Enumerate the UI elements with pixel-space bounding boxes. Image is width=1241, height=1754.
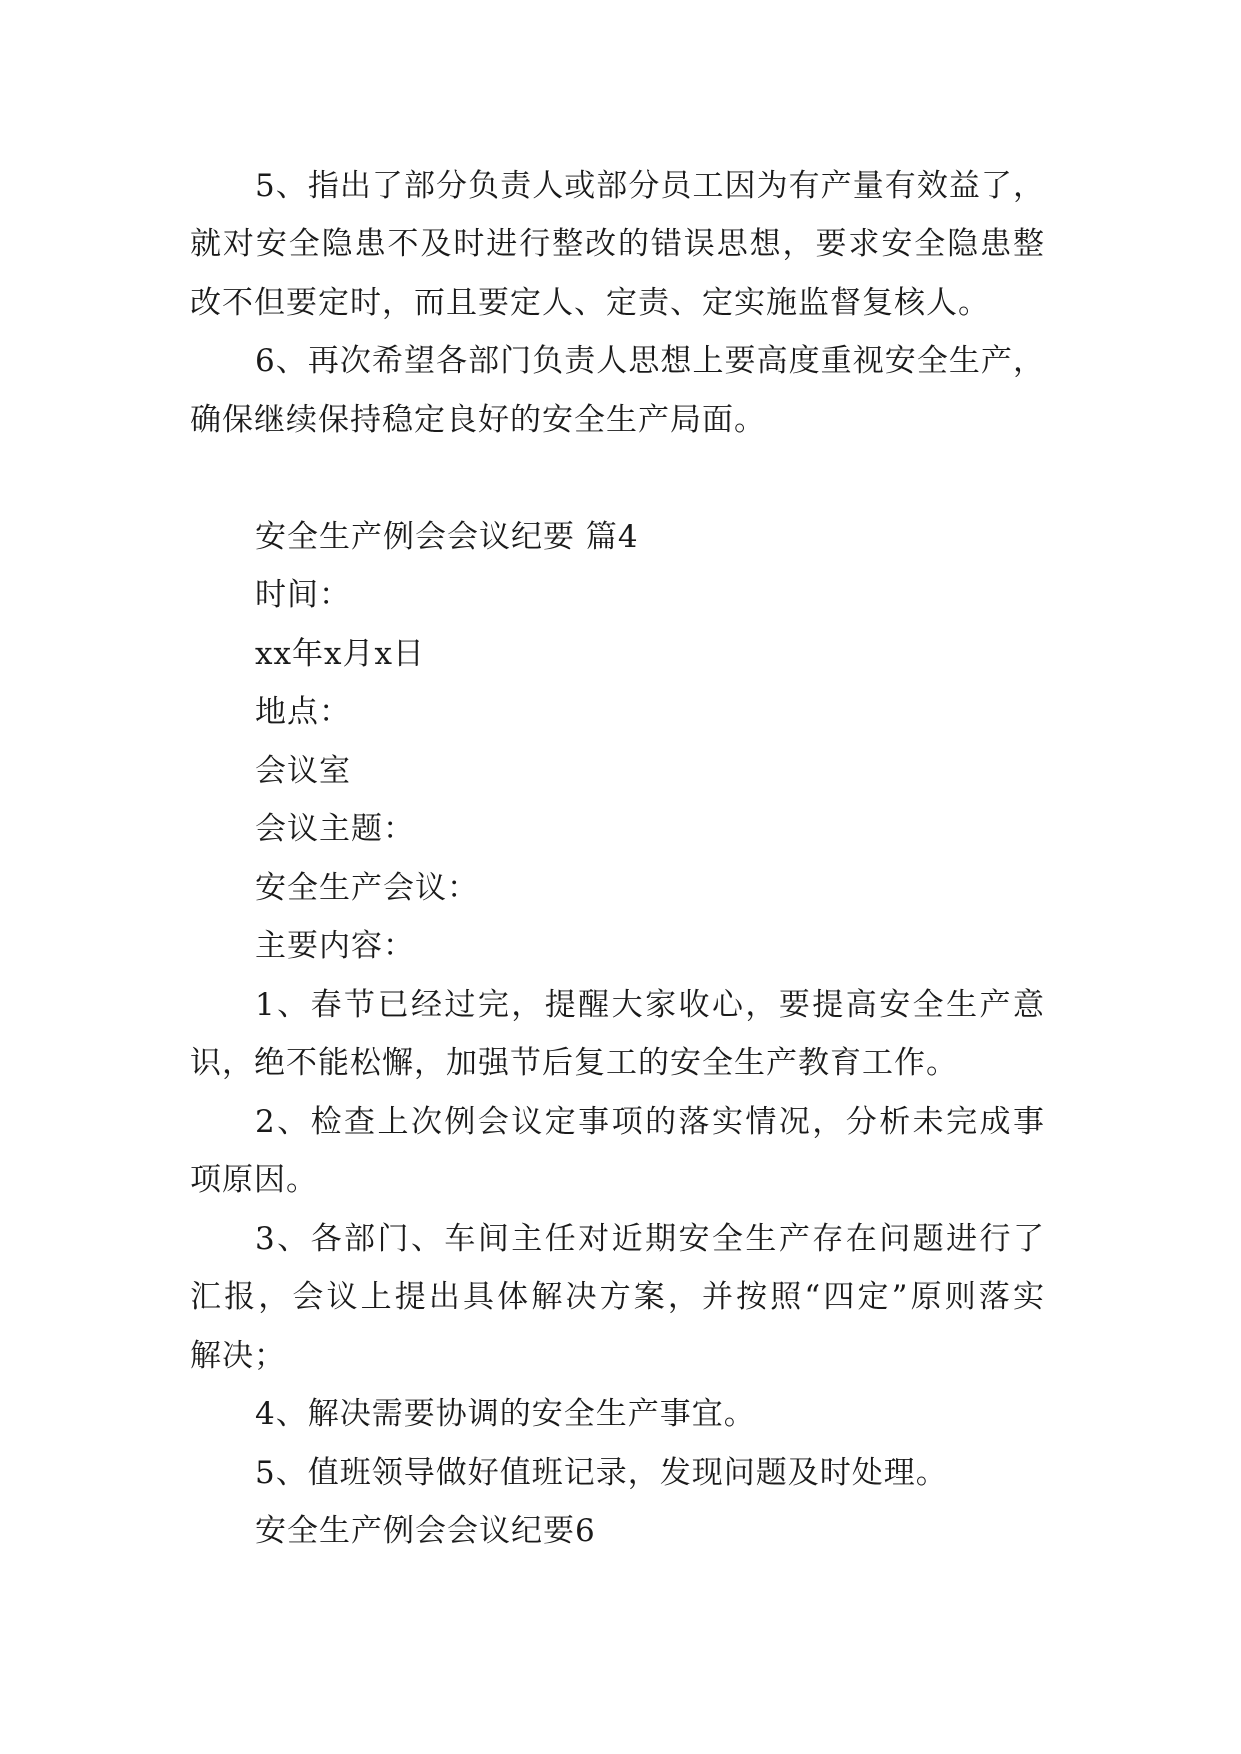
field-label-content: 主要内容： (255, 928, 415, 964)
field-value-topic: 安全生产会议： (255, 870, 479, 906)
paragraph-line: 改不但要定时，而且要定人、定责、定实施监督复核人。 (190, 285, 990, 321)
paragraph-line: 项原因。 (190, 1162, 318, 1198)
paragraph-line: 6、再次希望各部门负责人思想上要高度重视安全生产， (255, 343, 1045, 379)
field-label-topic: 会议主题： (255, 811, 415, 847)
field-label-place: 地点： (255, 694, 351, 730)
paragraph-line: 4、解决需要协调的安全生产事宜。 (255, 1396, 756, 1432)
paragraph-line: 识，绝不能松懈，加强节后复工的安全生产教育工作。 (190, 1045, 958, 1081)
paragraph-line: 5、指出了部分负责人或部分员工因为有产量有效益了， (255, 168, 1045, 204)
paragraph-line: 确保继续保持稳定良好的安全生产局面。 (190, 402, 766, 438)
paragraph-line: 解决； (190, 1338, 286, 1374)
paragraph-line: 3、各部门、车间主任对近期安全生产存在问题进行了 (255, 1221, 1045, 1257)
field-value-place: 会议室 (255, 753, 351, 789)
paragraph-line: 汇报，会议上提出具体解决方案，并按照“四定”原则落实 (190, 1279, 1045, 1315)
paragraph-line: 5、值班领导做好值班记录，发现问题及时处理。 (255, 1455, 948, 1491)
field-value-time: xx年x月x日 (255, 636, 425, 672)
field-label-time: 时间： (255, 577, 351, 613)
paragraph-line: 就对安全隐患不及时进行整改的错误思想，要求安全隐患整 (190, 226, 1045, 262)
paragraph-line: 2、检查上次例会议定事项的落实情况，分析未完成事 (255, 1104, 1045, 1140)
section-heading: 安全生产例会会议纪要6 (255, 1513, 596, 1549)
paragraph-line: 1、春节已经过完，提醒大家收心，要提高安全生产意 (255, 987, 1045, 1023)
section-heading: 安全生产例会会议纪要 篇4 (255, 519, 639, 555)
